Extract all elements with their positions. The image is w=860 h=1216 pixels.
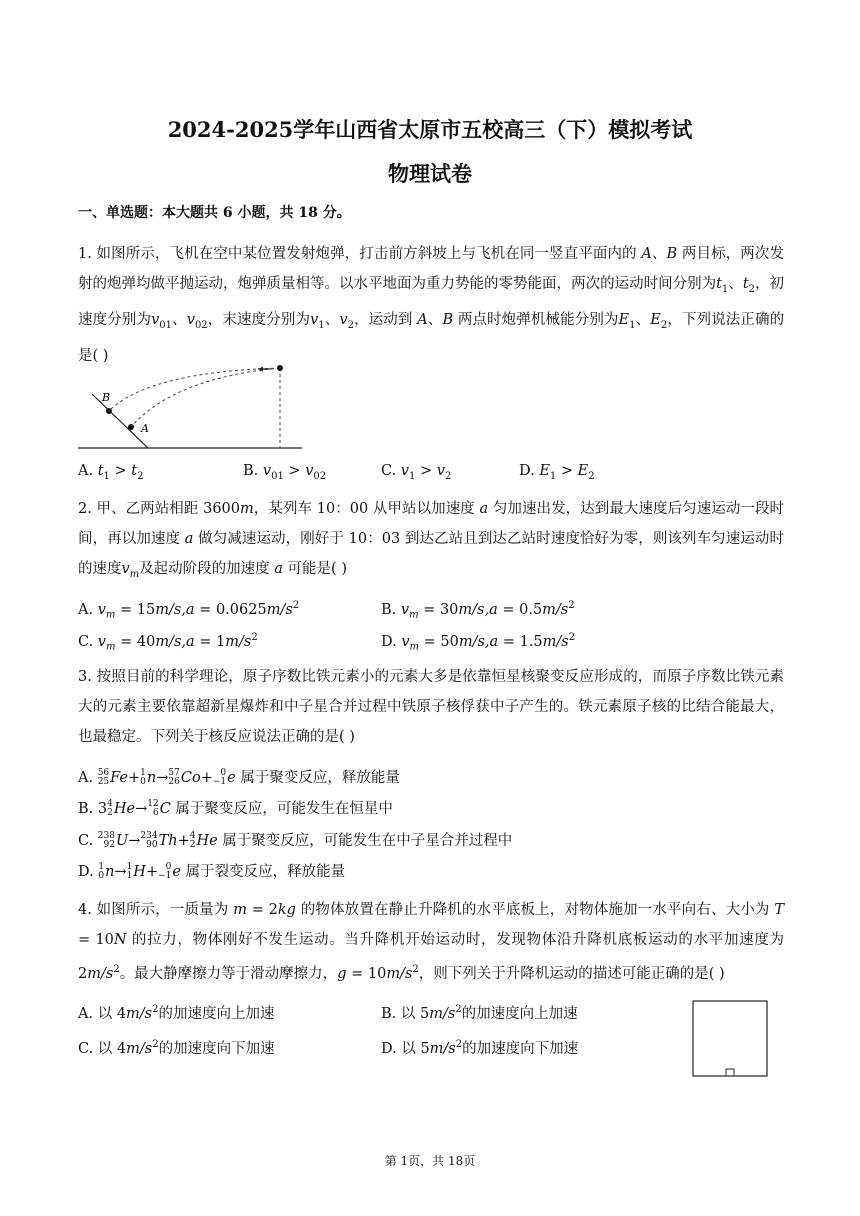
q3-option-d[interactable]: D. 1 0n→1 1H+ 0 −1e 属于裂变反应，释放能量 [78,862,346,881]
exam-title: 2024-2025学年山西省太原市五校高三（下）模拟考试 [167,117,693,142]
page-footer: 第 1页，共 18页 [384,1154,476,1168]
q1-option-d[interactable]: D. $E_1 > E_2$ [519,463,595,482]
q4-option-c[interactable]: C. 以 $4m/s^2$的加速度向下加速 [78,1039,275,1057]
question-1-text: 1. 如图所示，飞机在空中某位置发射炮弹，打击前方斜坡上与飞机在同一竖直平面内的 A、B 两目标，两次发射的炮弹均做平抛运动，炮弹质量相等。以水平地面为重力势能的零势能面，两次的运动时间分别为$t_1$、$t_2$，初速度分别为$v_{01}$、$v_{02}$，末速度分别为$v_1$、$v_2$，运动到 A、B 两点时炮弹机械能分别为$E_1$、$E_2$，下列说法正确的是( ) [78,246,785,364]
q2-option-a[interactable]: A. $v_m = 15m/s,a = 0.0625m/s^2$ [78,600,300,621]
section-heading: 一、单选题：本大题共 6 小题，共 18 分。 [78,205,351,221]
q2-option-d[interactable]: D. $v_m = 50m/s,a = 1.5m/s^2$ [381,632,576,653]
q3-option-b[interactable]: B. 34 2He→12 6C 属于聚变反应，可能发生在恒星中 [78,799,393,818]
question-3-text: 3. 按照目前的科学理论，原子序数比铁元素小的元素大多是依靠恒星核聚变反应形成的，而原子序数比铁元素大的元素主要依靠超新星爆炸和中子星合并过程中铁原子核俘获中子产生的。铁元素原子核的比结合能最大，也最稳定。下列关于核反应说法正确的是( ) [78,669,784,745]
label-a: A [141,422,149,435]
q2-option-b[interactable]: B. $v_m = 30m/s,a = 0.5m/s^2$ [381,600,575,621]
question-4-text: 4. 如图所示，一质量为 m = 2kg 的物体放置在静止升降机的水平底板上，对物体施加一水平向右、大小为 T = 10N 的拉力，物体刚好不发生运动。当升降机开始运动时，发现物体沿升降机底板运动的水平加速度为 $2m/s^2$。最大静摩擦力等于滑动摩擦力，$g = 10m/s^2$，则下列关于升降机运动的描述可能正确的是( ) [78,902,785,982]
label-b: B [102,391,111,404]
q1-option-c[interactable]: C. $v_1 > v_2$ [381,463,452,482]
projectile-figure [78,356,308,454]
q3-option-c[interactable]: C. 238 92U→234 90Th+4 2He 属于聚变反应，可能发生在中子星合并过程中 [78,831,513,850]
elevator-figure [692,1000,770,1080]
q4-option-b[interactable]: B. 以 $5m/s^2$的加速度向上加速 [381,1004,578,1022]
exam-subtitle: 物理试卷 [388,161,472,186]
q1-option-b[interactable]: B. $v_{01} > v_{02}$ [243,463,327,482]
question-2-text: 2. 甲、乙两站相距 3600m，某列车 10：00 从甲站以加速度 a 匀加速出发，达到最大速度后匀速运动一段时间，再以加速度 a 做匀减速运动，刚好于 10：03 到达乙站且到达乙站时速度恰好为零，则该列车匀速运动时的速度$v_m$及起动阶段的加速度 a 可能是( ) [78,501,785,580]
q2-option-c[interactable]: C. $v_m = 40m/s,a = 1m/s^2$ [78,632,258,653]
q4-option-a[interactable]: A. 以 $4m/s^2$的加速度向上加速 [78,1004,275,1022]
q4-option-d[interactable]: D. 以 $5m/s^2$的加速度向下加速 [381,1039,579,1057]
q3-option-a[interactable]: A. 56 25Fe+1 0n→57 26Co+ 0 −1e 属于聚变反应，释放能量 [78,768,400,787]
q1-option-a[interactable]: A. $t_1 > t_2$ [78,463,144,482]
